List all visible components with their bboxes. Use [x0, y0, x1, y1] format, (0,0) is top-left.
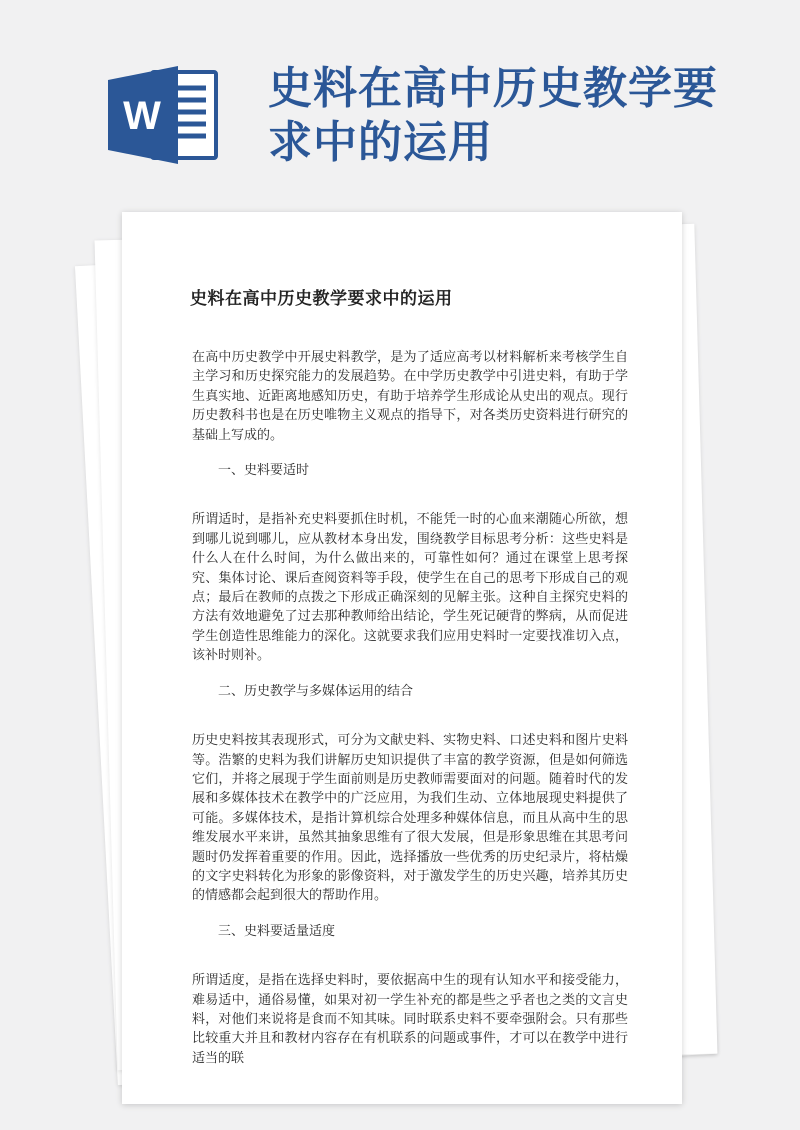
- section-1-paragraph: 所谓适时，是指补充史料要抓住时机，不能凭一时的心血来潮随心所欲，想到哪儿说到哪儿，应从教材本身出发，围绕教学目标思考分析：这些史料是什么人在什么时间，为什么做出来的，可靠性如何？通过在课堂上思考探究、集体讨论、课后查阅资料等手段，使学生在自己的思考下形成自己的观点；最后在教师的点拨之下形成正确深刻的见解主张。这种自主探究史料的方法有效地避免了过去那种教师给出结论，学生死记硬背的弊病，从而促进学生创造性思维能力的深化。这就要求我们应用史料时一定要找准切入点，该补时则补。: [192, 512, 628, 664]
- banner-title: 史料在高中历史教学要求中的运用: [268, 63, 718, 168]
- section-3-paragraph: 所谓适度，是指在选择史料时，要依据高中生的现有认知水平和接受能力，难易适中，通俗易懂，如果对初一学生补充的都是些之乎者也之类的文言史料，对他们来说将是食而不知其味。同时联系史料不要牵强附会。只有那些比较重大并且和教材内容存在有机联系的问题或事件，才可以在教学中进行适当的联: [192, 973, 628, 1066]
- section-heading-1: 一、史料要适时: [218, 463, 310, 479]
- word-logo-letter: W: [123, 94, 161, 138]
- document-body: [192, 348, 628, 1068]
- section-heading-2: 二、历史教学与多媒体运用的结合: [218, 683, 414, 699]
- section-2-paragraph: 历史史料按其表现形式，可分为文献史料、实物史料、口述史料和图片史料等。浩繁的史料为我们讲解历史知识提供了丰富的教学资源，但是如何筛选它们，并将之展现于学生面前则是历史教师需要面对的问题。随着时代的发展和多媒体技术在教学中的广泛应用，为我们生动、立体地展现史料提供了可能。多媒体技术，是指计算机综合处理多种媒体信息，而且从高中生的思维发展水平来讲，虽然其抽象思维有了很大发展，但是形象思维在其思考问题时仍发挥着重要的作用。因此，选择播放一些优秀的历史纪录片，将枯燥的文字史料转化为形象的影像资料，对于激发学生的历史兴趣，培养其历史的情感都会起到很大的帮助作用。: [192, 733, 628, 904]
- document-page: [122, 212, 682, 1104]
- intro-paragraph: 在高中历史教学中开展史料教学，是为了适应高考以材料解析来考核学生自主学习和历史探究能力的发展趋势。在中学历史教学中引进史料，有助于学生真实地、近距离地感知历史，有助于培养学生形成论从史出的观点。现行历史教科书也是在历史唯物主义观点的指导下，对各类历史资料进行研究的基础上写成的。: [192, 350, 628, 443]
- section-heading-3: 三、史料要适量适度: [218, 923, 336, 939]
- word-logo-icon: [108, 66, 220, 164]
- document-title: 史料在高中历史教学要求中的运用: [190, 289, 453, 309]
